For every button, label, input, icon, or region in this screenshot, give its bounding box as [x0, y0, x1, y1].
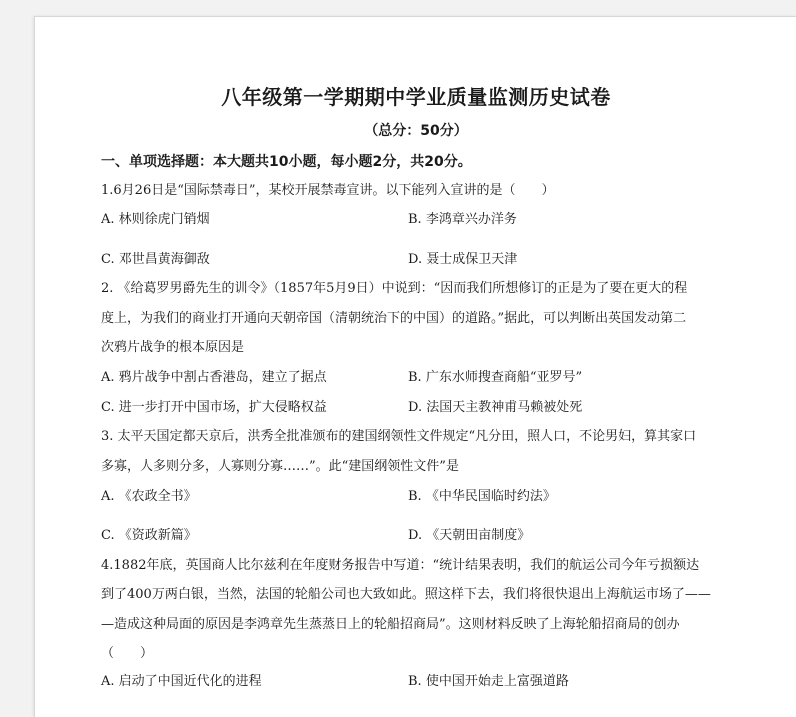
- exam-title: 八年级第一学期期中学业质量监测历史试卷: [221, 85, 611, 109]
- question-3-option-d: D. 《天朝田亩制度》: [408, 528, 531, 543]
- question-4-text-line-2: 到了400万两白银，当然，法国的轮船公司也大致如此。照这样下去，我们将很快退出上海航运市场了——: [101, 587, 711, 602]
- question-1-option-a: A. 林则徐虎门销烟: [101, 212, 210, 227]
- question-3-text-line-2: 多寡，人多则分多，人寡则分寡……”。此“建国纲领性文件”是: [101, 459, 459, 474]
- document-page: [34, 16, 796, 717]
- question-4-text-line-4: （ ）: [101, 646, 154, 661]
- question-4-text-line-3: —造成这种局面的原因是李鸿章先生蒸蒸日上的轮船招商局”。这则材料反映了上海轮船招商局的创办: [101, 617, 680, 632]
- question-2-option-a: A. 鸦片战争中割占香港岛，建立了据点: [101, 370, 327, 385]
- question-2-text-line-2: 度上，为我们的商业打开通向天朝帝国（清朝统治下的中国）的道路。”据此，可以判断出英国发动第二: [101, 311, 687, 326]
- question-4-text-line-1: 4.1882年底，英国商人比尔兹利在年度财务报告中写道：“统计结果表明，我们的航运公司今年亏损额达: [101, 558, 700, 573]
- question-1-option-c: C. 邓世昌黄海御敌: [101, 252, 210, 267]
- question-3-option-a: A. 《农政全书》: [101, 489, 197, 504]
- question-1-option-d: D. 聂士成保卫天津: [408, 252, 518, 267]
- question-1-option-b: B. 李鸿章兴办洋务: [408, 212, 517, 227]
- question-4-option-b: B. 使中国开始走上富强道路: [408, 674, 569, 689]
- total-score: （总分：50分）: [364, 123, 468, 139]
- question-2-option-d: D. 法国天主教神甫马赖被处死: [408, 400, 583, 415]
- question-2-text-line-1: 2. 《给葛罗男爵先生的训令》（1857年5月9日）中说到：“因而我们所想修订的正是为了要在更大的程: [101, 281, 688, 296]
- section-heading: 一、单项选择题：本大题共10小题，每小题2分，共20分。: [101, 154, 472, 170]
- question-3-option-c: C. 《资政新篇》: [101, 528, 197, 543]
- question-4-option-a: A. 启动了中国近代化的进程: [101, 674, 262, 689]
- question-2-option-c: C. 进一步打开中国市场，扩大侵略权益: [101, 400, 327, 415]
- question-1-text: 1.6月26日是“国际禁毒日”，某校开展禁毒宣讲。以下能列入宣讲的是（ ）: [101, 183, 555, 198]
- question-3-text-line-1: 3. 太平天国定都天京后，洪秀全批准颁布的建国纲领性文件规定“凡分田，照人口，不论男妇，算其家口: [101, 429, 697, 444]
- question-2-option-b: B. 广东水师搜查商船“亚罗号”: [408, 370, 583, 385]
- question-2-text-line-3: 次鸦片战争的根本原因是: [101, 340, 245, 355]
- question-3-option-b: B. 《中华民国临时约法》: [408, 489, 556, 504]
